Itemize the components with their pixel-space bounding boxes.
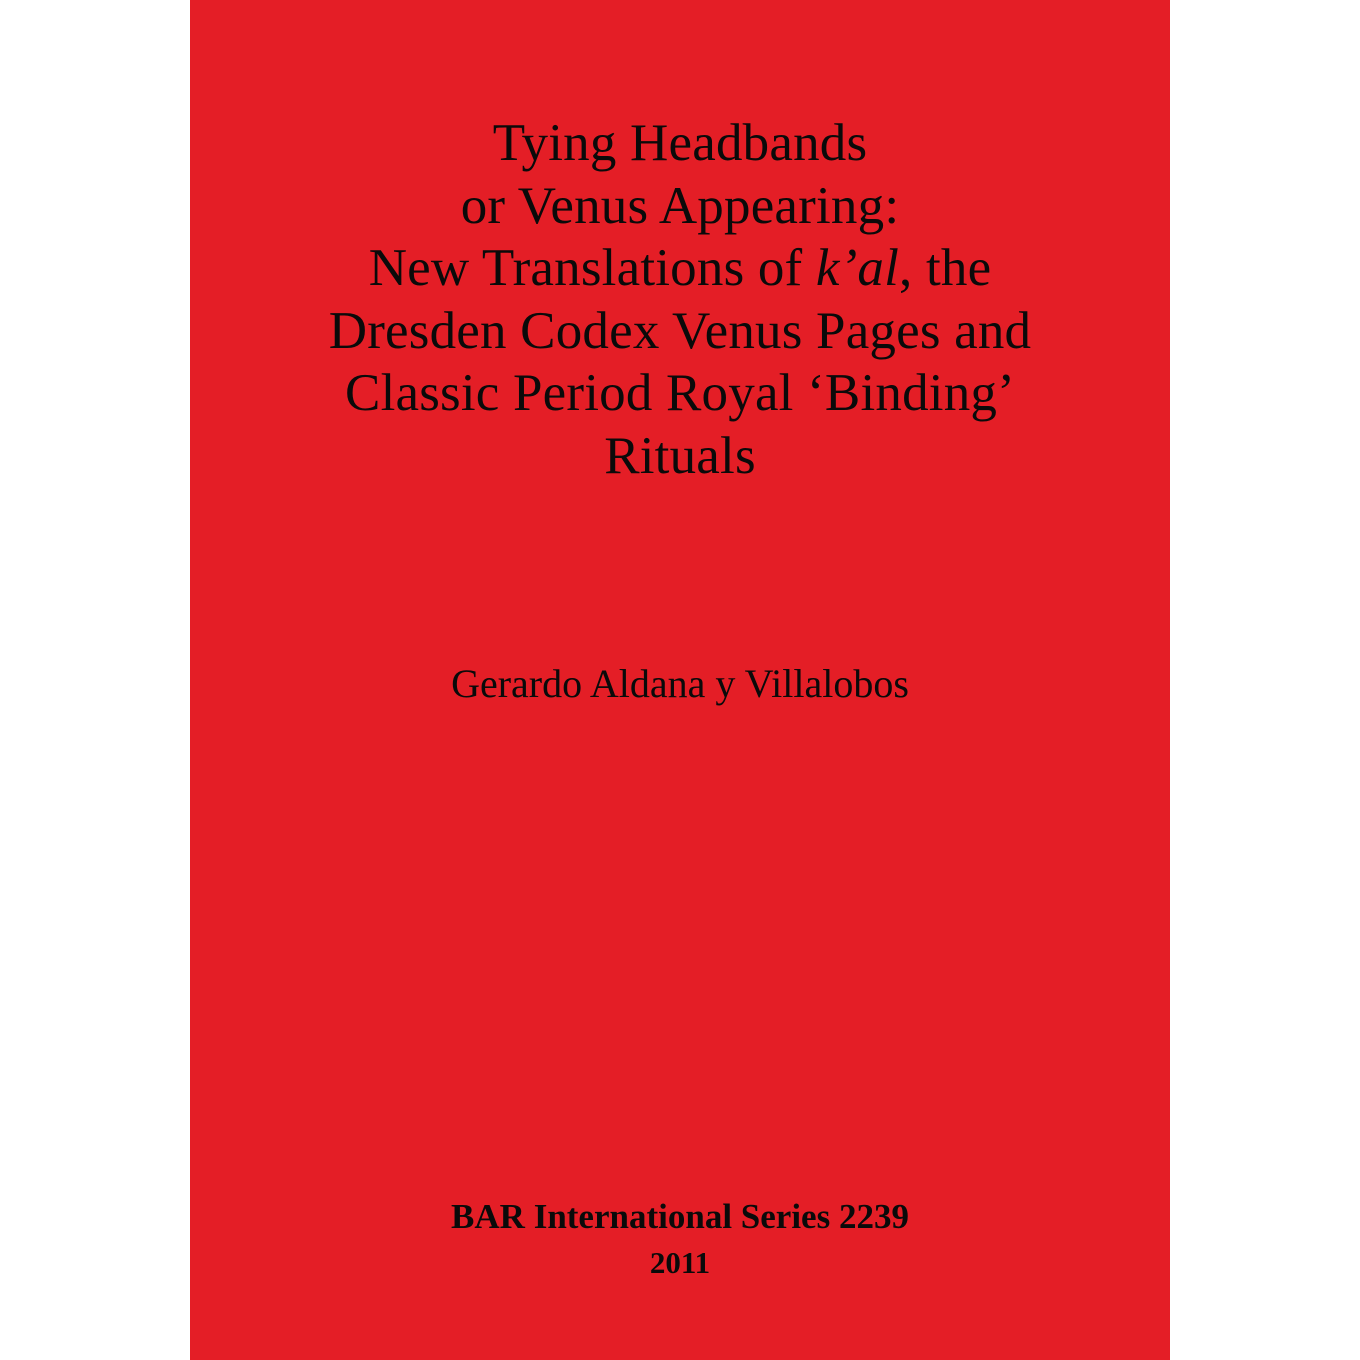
series-label: BAR International Series 2239 xyxy=(451,1197,909,1236)
title-line-1 xyxy=(190,112,1170,175)
title-line-5 xyxy=(190,362,1170,425)
publication-year: 2011 xyxy=(649,1244,711,1280)
title-line-6 xyxy=(190,425,1170,488)
title-line-3 xyxy=(190,237,1170,300)
cover-panel xyxy=(190,0,1170,1360)
title-line-4-text: Dresden Codex Venus Pages and xyxy=(328,301,1032,360)
title-line-3-text-pre: New Translations of xyxy=(368,239,816,298)
title-line-1-text: Tying Headbands xyxy=(492,114,868,172)
title-line-3-text-post: , the xyxy=(899,239,992,298)
author-name: Gerardo Aldana y Villalobos xyxy=(451,661,909,706)
title-line-6-text: Rituals xyxy=(604,426,756,485)
title-line-2-text: or Venus Appearing: xyxy=(460,176,900,235)
book-title xyxy=(190,112,1170,487)
title-line-3-text-italic: k’al xyxy=(815,239,900,298)
title-line-5-text: Classic Period Royal ‘Binding’ xyxy=(345,364,1015,423)
title-line-4 xyxy=(190,300,1170,363)
series-block xyxy=(190,1195,1170,1283)
title-line-2 xyxy=(190,175,1170,238)
